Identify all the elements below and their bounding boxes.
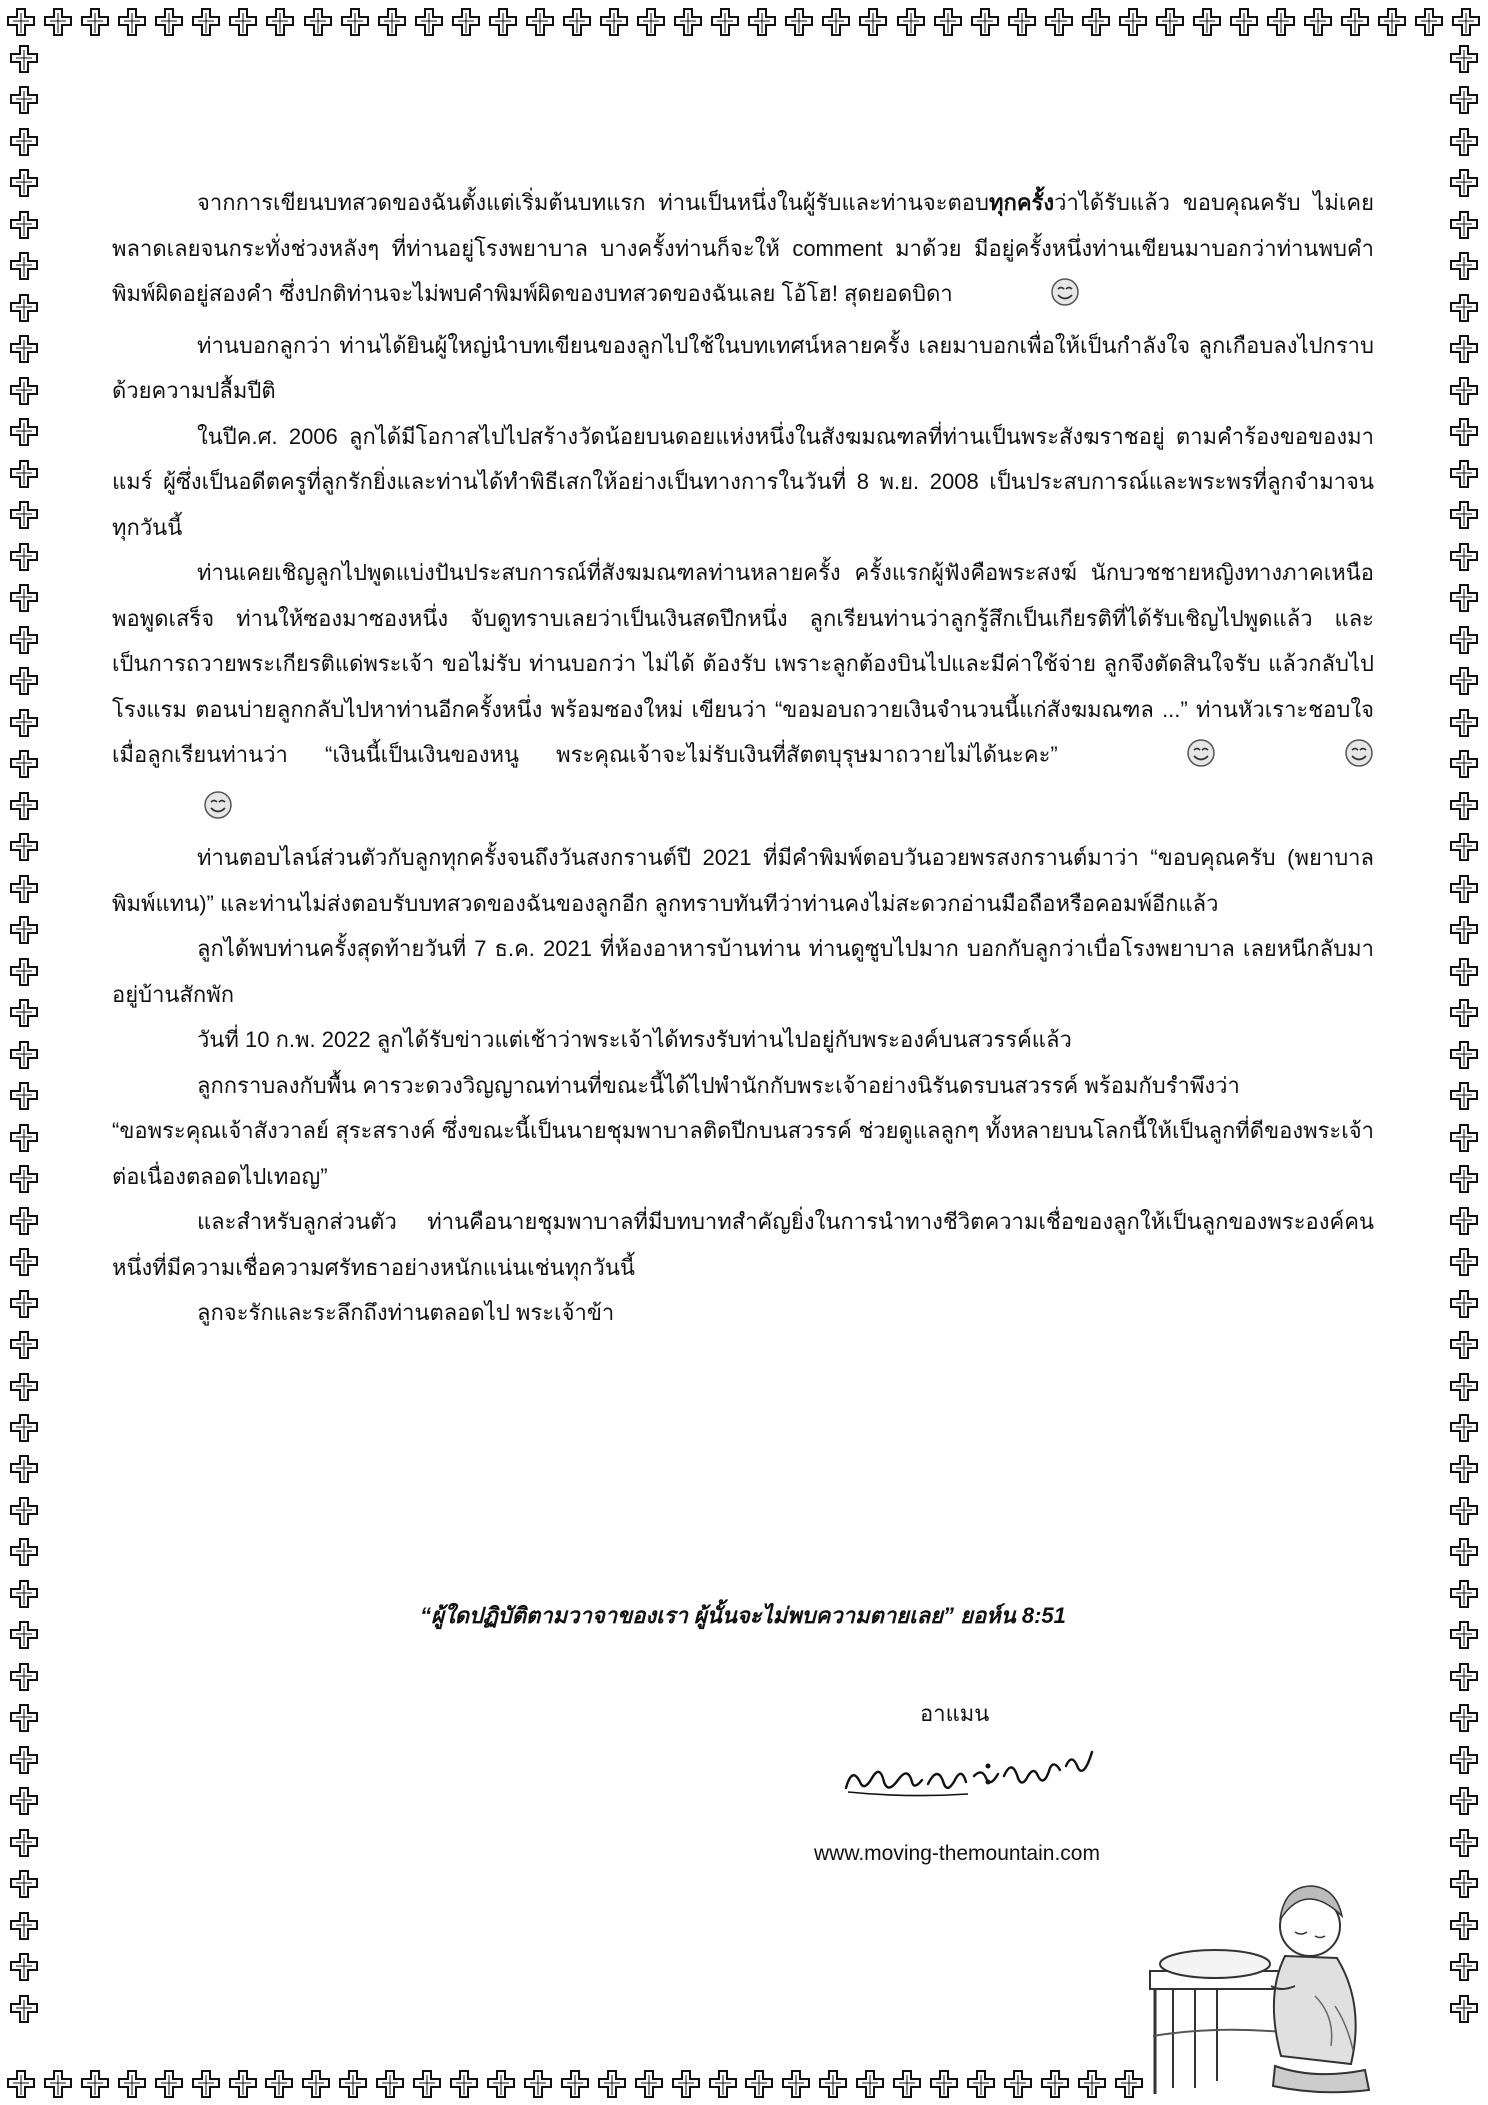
cross-icon: [1449, 874, 1479, 904]
cross-icon: [1449, 1164, 1479, 1194]
cross-icon: [9, 210, 39, 240]
cross-icon: [781, 2069, 811, 2099]
cross-icon: [1449, 1040, 1479, 1070]
cross-icon: [1449, 459, 1479, 489]
cross-icon: [858, 7, 888, 37]
cross-icon: [412, 2069, 442, 2099]
cross-icon: [1449, 1123, 1479, 1153]
cross-icon: [855, 2069, 885, 2099]
cross-icon: [80, 2069, 110, 2099]
smiling-face-icon: [1101, 738, 1216, 784]
cross-icon: [1449, 1703, 1479, 1733]
cross-icon: [9, 334, 39, 364]
cross-icon: [9, 293, 39, 323]
cross-icon: [9, 1994, 39, 2024]
cross-icon: [1340, 7, 1370, 37]
cross-icon: [673, 7, 703, 37]
cross-icon: [301, 2069, 331, 2099]
cross-icon: [80, 7, 110, 37]
cross-icon: [9, 85, 39, 115]
letter-body: [112, 180, 1374, 1336]
cross-icon: [9, 1330, 39, 1360]
cross-icon: [1192, 7, 1222, 37]
cross-icon: [43, 2069, 73, 2099]
cross-icon: [1266, 7, 1296, 37]
cross-icon: [634, 2069, 664, 2099]
cross-icon: [9, 791, 39, 821]
paragraph-2: ท่านบอกลูกว่า ท่านได้ยินผู้ใหญ่นำบทเขียนของลูกไปใช้ในบทเทศน์หลายครั้ง เลยมาบอกเพื่อให้เป็นกำลังใจ ลูกเกือบลงไปกราบด้วยความปลื้มปีติ: [112, 332, 1374, 403]
cross-icon: [191, 7, 221, 37]
cross-icon: [1155, 7, 1185, 37]
cross-icon: [9, 1869, 39, 1899]
cross-icon: [1449, 1247, 1479, 1277]
cross-icon: [1449, 44, 1479, 74]
cross-icon: [9, 1289, 39, 1319]
cross-icon: [338, 2069, 368, 2099]
paragraph-4-text: ท่านเคยเชิญลูกไปพูดแบ่งปันประสบการณ์ที่สังฆมณฑลท่านหลายครั้ง ครั้งแรกผู้ฟังคือพระสงฆ์ นักบวชชายหญิงทางภาคเหนือ พอพูดเสร็จ ท่านให้ซองมาซองหนึ่ง จับดูทราบเลยว่าเป็นเงินสดปึกหนึ่ง ลูกเรียนท่านว่าลูกรู้สึกเป็นเกียรติที่ได้รับเชิญไปพูดแล้ว และเป็นการถวายพระเกียรติแด่พระเจ้า ขอไม่รับ ท่านบอกว่า ไม่ได้ ต้องรับ เพราะลูกต้องบินไปและมีค่าใช้จ่าย ลูกจึงตัดสินใจรับ แล้วกลับไปโรงแรม ตอนบ่ายลูกกลับไปหาท่านอีกครั้งหนึ่ง พร้อมซองใหม่ เขียนว่า “ขอมอบถวายเงินจำนวนนี้แก่สังฆมณฑล ...” ท่านหัวเราะชอบใจ เมื่อลูกเรียนท่านว่า “เงินนี้เป็นเงินของหนู พระคุณเจ้าจะไม่รับเงินที่สัตตบุรุษมาถวายไม่ได้นะคะ”: [112, 560, 1374, 767]
cross-icon: [9, 417, 39, 447]
cross-icon: [1449, 1289, 1479, 1319]
paragraph-8: ลูกกราบลงกับพื้น คารวะดวงวิญญาณท่านที่ขณะนี้ได้ไปพำนักกับพระเจ้าอย่างนิรันดรบนสวรรค์ พร้อมกับรำพึงว่า: [197, 1072, 1240, 1098]
cross-icon: [1449, 1952, 1479, 1982]
cross-icon: [1449, 583, 1479, 613]
cross-icon: [1003, 2069, 1033, 2099]
cross-icon: [1449, 417, 1479, 447]
paragraph-5: ท่านตอบไลน์ส่วนตัวกับลูกทุกครั้งจนถึงวันสงกรานต์ปี 2021 ที่มีคำพิมพ์ตอบวันอวยพรสงกรานต์มาว่า “ขอบคุณครับ (พยาบาลพิมพ์แทน)” และท่านไม่ส่งตอบรับบทสวดของฉันของลูกอีก ลูกทราบทันทีว่าท่านคงไม่สะดวกอ่านมือถือหรือคอมพ์อีกแล้ว: [112, 845, 1374, 916]
cross-icon: [1449, 251, 1479, 281]
cross-icon: [9, 1496, 39, 1526]
cross-icon: [1449, 1537, 1479, 1567]
cross-icon: [9, 1040, 39, 1070]
cross-icon: [821, 7, 851, 37]
cross-icon: [486, 2069, 516, 2099]
cross-icon: [896, 7, 926, 37]
cross-icon: [154, 7, 184, 37]
paragraph-11: ลูกจะรักและระลึกถึงท่านตลอดไป พระเจ้าข้า: [197, 1300, 615, 1325]
cross-icon: [599, 7, 629, 37]
cross-icon: [1449, 1081, 1479, 1111]
cross-icon: [9, 1537, 39, 1567]
cross-icon: [9, 625, 39, 655]
cross-icon: [1449, 1786, 1479, 1816]
paragraph-4: [112, 550, 1374, 835]
cross-icon: [1449, 1911, 1479, 1941]
cross-icon: [525, 7, 555, 37]
cross-icon: [9, 1579, 39, 1609]
cross-icon: [117, 7, 147, 37]
cross-icon: [9, 1206, 39, 1236]
cross-icon: [1229, 7, 1259, 37]
cross-icon: [1449, 1496, 1479, 1526]
cross-icon: [1449, 334, 1479, 364]
cross-icon: [1449, 1994, 1479, 2024]
cross-icon: [449, 2069, 479, 2099]
cross-icon: [597, 2069, 627, 2099]
cross-icon: [9, 1911, 39, 1941]
cross-icon: [9, 1703, 39, 1733]
cross-icon: [1449, 957, 1479, 987]
cross-icon: [43, 7, 73, 37]
cross-icon: [1449, 998, 1479, 1028]
cross-icon: [1007, 7, 1037, 37]
website-url: www.moving-themountain.com: [814, 1842, 1100, 1865]
cross-icon: [1377, 7, 1407, 37]
cross-icon: [1449, 708, 1479, 738]
cross-icon: [9, 915, 39, 945]
cross-icon: [9, 957, 39, 987]
cross-icon: [1449, 168, 1479, 198]
cross-icon: [264, 2069, 294, 2099]
cross-icon: [9, 998, 39, 1028]
cross-icon: [1449, 500, 1479, 530]
cross-icon: [117, 2069, 147, 2099]
cross-icon: [1077, 2069, 1107, 2099]
smiling-face-icon: [1259, 738, 1374, 784]
cross-icon: [1449, 1454, 1479, 1484]
cross-icon: [154, 2069, 184, 2099]
cross-icon: [1449, 749, 1479, 779]
cross-icon: [6, 7, 36, 37]
cross-icon: [892, 2069, 922, 2099]
cross-icon: [9, 832, 39, 862]
cross-icon: [1449, 1869, 1479, 1899]
cross-icon: [414, 7, 444, 37]
cross-icon: [9, 1952, 39, 1982]
cross-icon: [9, 1164, 39, 1194]
cross-icon: [1449, 1206, 1479, 1236]
cross-icon: [9, 583, 39, 613]
cross-border-right: [1444, 44, 1484, 2024]
cross-icon: [784, 7, 814, 37]
cross-icon: [9, 1828, 39, 1858]
cross-icon: [6, 2069, 36, 2099]
cross-icon: [671, 2069, 701, 2099]
cross-icon: [9, 749, 39, 779]
cross-icon: [818, 2069, 848, 2099]
cross-icon: [1449, 85, 1479, 115]
smiling-face-icon: [965, 277, 1080, 323]
cross-icon: [9, 127, 39, 157]
cross-icon: [708, 2069, 738, 2099]
cross-icon: [710, 7, 740, 37]
cross-icon: [9, 1454, 39, 1484]
cross-icon: [1449, 1330, 1479, 1360]
cross-icon: [9, 666, 39, 696]
cross-icon: [1044, 7, 1074, 37]
cross-icon: [562, 7, 592, 37]
cross-icon: [9, 542, 39, 572]
cross-icon: [9, 1620, 39, 1650]
cross-icon: [9, 1662, 39, 1692]
cross-icon: [488, 7, 518, 37]
cross-icon: [747, 7, 777, 37]
cross-icon: [1449, 1413, 1479, 1443]
paragraph-1-rest: ว่าได้รับแล้ว ขอบคุณครับ ไม่เคยพลาดเลยจนกระทั่งช่วงหลังๆ ที่ท่านอยู่โรงพยาบาล บางครั้งท่านก็จะให้ comment มาด้วย มีอยู่ครั้งหนึ่งท่านเขียนมาบอกว่าท่านพบคำพิมพ์ผิดอยู่สองคำ ซึ่งปกติท่านจะไม่พบคำพิมพ์ผิดของบทสวดของฉันเลย โอ้โฮ! สุดยอดบิดา: [112, 190, 1374, 306]
cross-border-left: [4, 44, 44, 2024]
cross-icon: [1449, 127, 1479, 157]
cross-icon: [1449, 832, 1479, 862]
cross-icon: [228, 7, 258, 37]
cross-icon: [1449, 1620, 1479, 1650]
cross-icon: [191, 2069, 221, 2099]
cross-icon: [1451, 7, 1481, 37]
cross-icon: [9, 1413, 39, 1443]
cross-icon: [9, 251, 39, 281]
cross-icon: [1449, 542, 1479, 572]
cross-icon: [1449, 791, 1479, 821]
paragraph-6: ลูกได้พบท่านครั้งสุดท้ายวันที่ 7 ธ.ค. 2021 ที่ห้องอาหารบ้านท่าน ท่านดูซูบไปมาก บอกกับลูกว่าเบื่อโรงพยาบาล เลยหนีกลับมาอยู่บ้านสักพัก: [112, 936, 1374, 1007]
cross-icon: [1449, 1745, 1479, 1775]
cross-icon: [1118, 7, 1148, 37]
cross-icon: [9, 1372, 39, 1402]
emphasis-every-time: ทุกครั้ง: [989, 190, 1055, 215]
cross-icon: [1449, 1662, 1479, 1692]
cross-icon: [9, 874, 39, 904]
cross-icon: [1414, 7, 1444, 37]
cross-icon: [1449, 376, 1479, 406]
cross-border-bottom: [0, 2064, 1150, 2104]
cross-icon: [9, 1745, 39, 1775]
cross-icon: [1449, 625, 1479, 655]
paragraph-10: และสำหรับลูกส่วนตัว ท่านคือนายชุมพาบาลที่มีบทบาทสำคัญยิ่งในการนำทางชีวิตความเชื่อของลูกให้เป็นลูกของพระองค์คนหนึ่งที่มีความเชื่อความศรัทธาอย่างหนักแน่นเช่นทุกวันนี้: [112, 1209, 1374, 1280]
cross-icon: [377, 7, 407, 37]
cross-icon: [1114, 2069, 1144, 2099]
cross-icon: [9, 44, 39, 74]
cross-icon: [1449, 210, 1479, 240]
paragraph-1-start: จากการเขียนบทสวดของฉันตั้งแต่เริ่มต้นบทแรก ท่านเป็นหนึ่งในผู้รับและท่านจะตอบ: [197, 190, 989, 215]
cross-icon: [9, 376, 39, 406]
paragraph-7: วันที่ 10 ก.พ. 2022 ลูกได้รับข่าวแต่เช้าว่าพระเจ้าได้ทรงรับท่านไปอยู่กับพระองค์บนสวรรค์แล้ว: [197, 1027, 1072, 1052]
paragraph-1: [112, 180, 1374, 323]
cross-icon: [1449, 666, 1479, 696]
smiling-face-icon: [118, 790, 233, 836]
handwritten-signature: [838, 1748, 1118, 1808]
cross-icon: [966, 2069, 996, 2099]
cross-icon: [929, 2069, 959, 2099]
cross-icon: [9, 168, 39, 198]
cross-icon: [451, 7, 481, 37]
cross-icon: [9, 708, 39, 738]
cross-icon: [933, 7, 963, 37]
cross-icon: [375, 2069, 405, 2099]
cross-icon: [9, 1247, 39, 1277]
cross-icon: [1449, 1579, 1479, 1609]
cross-icon: [228, 2069, 258, 2099]
cross-icon: [970, 7, 1000, 37]
cross-icon: [1449, 1828, 1479, 1858]
cross-icon: [636, 7, 666, 37]
cross-icon: [1449, 293, 1479, 323]
cross-icon: [523, 2069, 553, 2099]
cross-icon: [1303, 7, 1333, 37]
paragraph-3: ในปีค.ศ. 2006 ลูกได้มีโอกาสไปไปสร้างวัดน้อยบนดอยแห่งหนึ่งในสังฆมณฑลที่ท่านเป็นพระสังฆราชอยู่ ตามคำร้องขอของมาแมร์ ผู้ซึ่งเป็นอดีตครูที่ลูกรักยิ่งและท่านได้ทำพิธีเสกให้อย่างเป็นทางการในวันที่ 8 พ.ย. 2008 เป็นประสบการณ์และพระพรที่ลูกจำมาจนทุกวันนี้: [112, 423, 1374, 540]
closing-amen: อาแมน: [920, 1701, 990, 1726]
cross-icon: [9, 459, 39, 489]
cross-icon: [1449, 1372, 1479, 1402]
cross-icon: [340, 7, 370, 37]
cross-icon: [9, 1786, 39, 1816]
cross-icon: [1081, 7, 1111, 37]
cross-border-top: [0, 2, 1488, 42]
praying-child-illustration: [1145, 1876, 1380, 2096]
bible-verse: “ผู้ใดปฏิบัติตามวาจาของเรา ผู้นั้นจะไม่พบความตายเลย” ยอห์น 8:51: [420, 1603, 1066, 1628]
cross-icon: [9, 1123, 39, 1153]
cross-icon: [303, 7, 333, 37]
cross-icon: [744, 2069, 774, 2099]
cross-icon: [560, 2069, 590, 2099]
cross-icon: [265, 7, 295, 37]
cross-icon: [9, 1081, 39, 1111]
cross-icon: [9, 500, 39, 530]
cross-icon: [1040, 2069, 1070, 2099]
cross-icon: [1449, 915, 1479, 945]
prayer-quote: “ขอพระคุณเจ้าสังวาลย์ สุระสรางค์ ซึ่งขณะนี้เป็นนายชุมพาบาลติดปีกบนสวรรค์ ช่วยดูแลลูกๆ ทั้งหลายบนโลกนี้ให้เป็นลูกที่ดีของพระเจ้าต่อเนื่องตลอดไปเทอญ”: [112, 1118, 1374, 1189]
